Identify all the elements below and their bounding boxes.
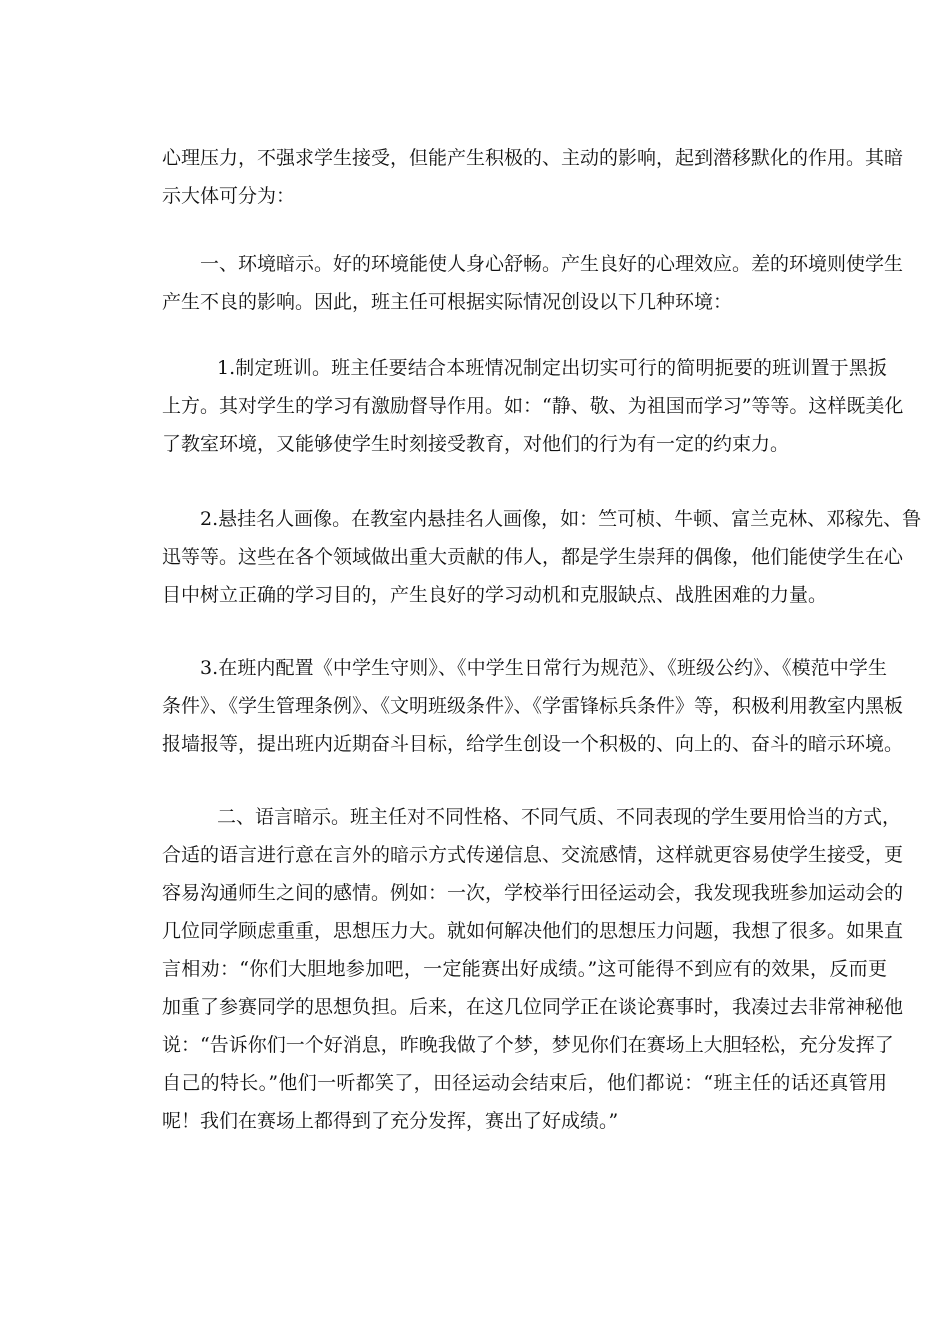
paragraph-environment-hint: [162, 245, 904, 321]
text-line: 加重了参赛同学的思想负担。后来，在这几位同学正在谈论赛事时，我凑过去非常神秘他: [162, 996, 904, 1018]
text-line: 报墙报等，提出班内近期奋斗目标，给学生创设一个积极的、向上的、奋斗的暗示环境。: [162, 733, 904, 755]
text-line: 言相劝：“你们大胆地参加吧，一定能赛出好成绩。”这可能得不到应有的效果，反而更: [162, 958, 887, 980]
text-line: 说：“告诉你们一个好消息，昨晚我做了个梦，梦见你们在赛场上大胆轻松，充分发挥了: [162, 1034, 894, 1056]
text-line: 3.在班内配置《中学生守则》、《中学生日常行为规范》、《班级公约》、《模范中学生: [200, 657, 887, 679]
text-line: 了教室环境，又能够使学生时刻接受教育，对他们的行为有一定的约束力。: [162, 433, 790, 455]
text-line: 自己的特长。”他们一听都笑了，田径运动会结束后，他们都说：“班主任的话还真管用: [162, 1072, 887, 1094]
paragraph-class-motto: [162, 349, 904, 463]
text-line: 2.悬挂名人画像。在教室内悬挂名人画像，如：竺可桢、牛顿、富兰克林、邓稼先、鲁: [200, 508, 922, 530]
text-line: 一、环境暗示。好的环境能使人身心舒畅。产生良好的心理效应。差的环境则使学生: [200, 253, 904, 275]
text-line: 1.制定班训。班主任要结合本班情况制定出切实可行的简明扼要的班训置于黑扳: [217, 357, 887, 379]
text-line: 产生不良的影响。因此，班主任可根据实际情况创设以下几种环境：: [162, 291, 733, 313]
text-line: 呢！我们在赛场上都得到了充分发挥，赛出了好成绩。”: [162, 1110, 619, 1132]
paragraph-portraits: [162, 500, 922, 614]
text-line: 二、语言暗示。班主任对不同性格、不同气质、不同表现的学生要用恰当的方式，: [217, 806, 902, 828]
text-line: 心理压力，不强求学生接受，但能产生积极的、主动的影响，起到潜移默化的作用。其暗: [162, 147, 904, 169]
text-line: 目中树立正确的学习目的，产生良好的学习动机和克服缺点、战胜困难的力量。: [162, 584, 828, 606]
text-line: 容易沟通师生之间的感情。例如：一次，学校举行田径运动会，我发现我班参加运动会的: [162, 882, 904, 904]
text-line: 示大体可分为：: [162, 185, 296, 207]
text-line: 几位同学顾虑重重，思想压力大。就如何解决他们的思想压力问题，我想了很多。如果直: [162, 920, 904, 942]
text-line: 迅等等。这些在各个领域做出重大贡献的伟人，都是学生崇拜的偶像，他们能使学生在心: [162, 546, 904, 568]
paragraph-intro-continuation: [162, 139, 904, 215]
paragraph-rules-display: [162, 649, 904, 763]
text-line: 上方。其对学生的学习有激励督导作用。如：“静、敬、为祖国而学习”等等。这样既美化: [162, 395, 904, 417]
paragraph-language-hint: [162, 798, 904, 1140]
text-line: 条件》、《学生管理条例》、《文明班级条件》、《学雷锋标兵条件》等，积极利用教室内黑板: [162, 695, 904, 717]
text-line: 合适的语言进行意在言外的暗示方式传递信息、交流感情，这样就更容易使学生接受，更: [162, 844, 904, 866]
